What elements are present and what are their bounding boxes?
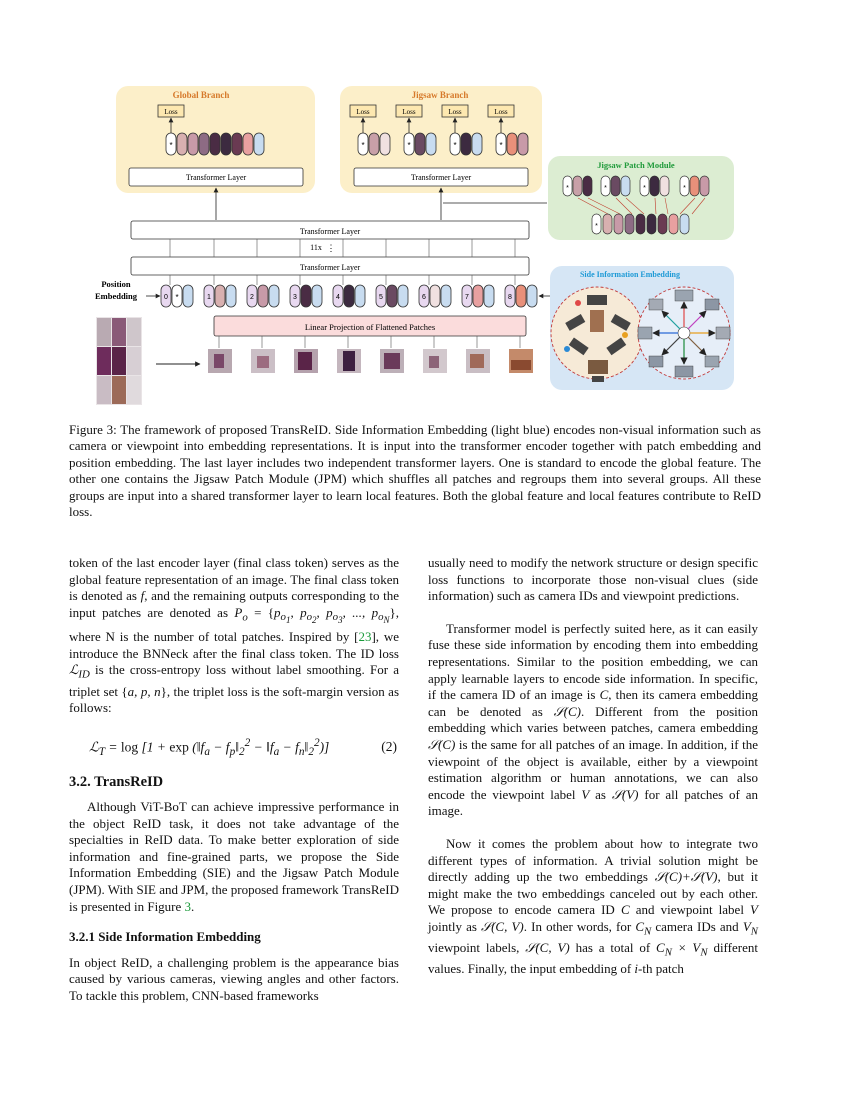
- svg-text:*: *: [595, 223, 598, 230]
- svg-text:7: 7: [465, 294, 469, 301]
- svg-text:Loss: Loss: [356, 108, 370, 116]
- jigsaw-transformer-layer-label: Transformer Layer: [410, 173, 472, 182]
- svg-text:Loss: Loss: [448, 108, 462, 116]
- global-branch-label: Global Branch: [172, 90, 230, 100]
- left-paragraph-2: Although ViT-BoT can achieve impressive performance in the object ReID task, it does not take advantage of the specialties in ReID data. To make better exploration of side information and fine-grained parts, we propose the Side Information Embedding (SIE) and the Jigsaw Patch Module (JPM). With SIE and JPM, the proposed framework TransReID is presented in Figure 3.: [69, 799, 399, 914]
- svg-text:*: *: [604, 185, 607, 192]
- viewpoint-diagram: [638, 290, 730, 377]
- top-transformer-layer-label: Transformer Layer: [299, 227, 361, 236]
- svg-text:*: *: [643, 185, 646, 192]
- equation-number: (2): [381, 739, 397, 755]
- subsection-heading-sie: 3.2.1 Side Information Embedding: [69, 929, 261, 945]
- svg-text:8: 8: [508, 294, 512, 301]
- global-loss-label: Loss: [164, 108, 178, 116]
- sie-label: Side Information Embedding: [579, 270, 681, 279]
- input-token-row: [161, 285, 537, 307]
- svg-text:*: *: [175, 293, 179, 302]
- svg-text:*: *: [499, 141, 503, 150]
- jigsaw-patch-module-panel: [548, 156, 734, 240]
- right-column: [428, 555, 758, 978]
- position-embedding-label-2: Embedding: [94, 291, 138, 301]
- linear-projection-label: Linear Projection of Flattened Patches: [304, 322, 436, 332]
- svg-text:*: *: [169, 141, 173, 150]
- right-paragraph-1: usually need to modify the network structure or design specific loss functions to incorporate those non-visual clues (side information) such as camera IDs and viewpoint predictions.: [428, 555, 758, 604]
- global-output-tokens: [166, 133, 264, 155]
- svg-text:3: 3: [293, 294, 297, 301]
- linear-projection-box: [214, 316, 526, 348]
- global-branch-panel: [116, 86, 315, 193]
- reference-23[interactable]: 23: [358, 629, 372, 645]
- svg-text:*: *: [566, 185, 569, 192]
- jigsaw-branch-panel: [340, 86, 542, 193]
- person-image-grid: [96, 317, 142, 405]
- svg-text:1: 1: [207, 294, 211, 301]
- svg-text:2: 2: [250, 294, 254, 301]
- left-column: [69, 555, 399, 1005]
- figure-caption: Figure 3: The framework of proposed TransReID. Side Information Embedding (light blue) encodes non-visual information such as camera or viewpoint into embedding representations. It is input into the transformer encoder together with patch embedding and position embedding. The last layer includes two independent transformer layers. One is standard to encode the global feature. The other one contains the Jigsaw Patch Module (JPM) which shuffles all patches and regroups them into several groups. All these groups are input into a shared transformer layer to learn local features. Both the global feature and local features contribute to ReID loss.: [69, 422, 761, 520]
- side-information-embedding-panel: [550, 266, 734, 390]
- right-paragraph-2: Transformer model is perfectly suited here, as it can easily fuse these side information by encoding them into embedding representations. Similar to the position embedding, we can apply learnable layers to encode side information. In specific, if the camera ID of an image is C, then its camera embedding can be denoted as 𝒮(C). Different from the position embedding which varies between patches, camera embedding 𝒮(C) is the same for all patches of an image. In addition, if the viewpoint of the object is available, either by a viewpoint estimation algorithm or human annotations, we can also encode the viewpoint label V as 𝒮(V) for all patches of an image.: [428, 620, 758, 819]
- repeat-label: 11x: [310, 243, 322, 252]
- svg-text:Loss: Loss: [494, 108, 508, 116]
- equation-2: ℒ$_T$ = $\log [1 + \exp (‖f_a$ − $f_p‖_2^2$ − $‖f_a$ − $f_n‖_2^2$)] (2): [89, 736, 397, 758]
- bottom-transformer-layer-label: Transformer Layer: [299, 263, 361, 272]
- framework-figure: [0, 0, 850, 410]
- position-embedding-label-1: Position: [101, 279, 131, 289]
- svg-text:*: *: [361, 141, 365, 150]
- svg-text:0: 0: [164, 294, 168, 301]
- section-heading-transreid: 3.2. TransReID: [69, 774, 164, 791]
- left-paragraph-3: In object ReID, a challenging problem is the appearance bias caused by various cameras, viewing angles and other factors. To tackle this problem, CNN-based frameworks: [69, 954, 399, 1003]
- jpm-label: Jigsaw Patch Module: [597, 160, 675, 170]
- jigsaw-branch-label: Jigsaw Branch: [411, 90, 469, 100]
- svg-text:⋮: ⋮: [326, 243, 336, 253]
- figure-3-link[interactable]: 3: [184, 898, 192, 914]
- svg-text:*: *: [683, 185, 686, 192]
- right-paragraph-3: Now it comes the problem about how to integrate two different types of information. A trivial solution might be directly adding up the two embeddings 𝒮(C)+𝒮(V), but it might make the two embeddings canceled out by each other. We propose to encode camera ID C and viewpoint label V jointly as 𝒮(C, V). In other words, for $C_N$ camera IDs and $V_N$ viewpoint labels, 𝒮(C, V) has a total of $C_N \times V_N$ different values. Finally, the input embedding of i-th patch: [428, 835, 758, 977]
- patch-thumbnails: [208, 349, 533, 373]
- jpm-input-tokens: [592, 214, 689, 234]
- svg-text:*: *: [407, 141, 411, 150]
- svg-text:*: *: [453, 141, 457, 150]
- svg-text:4: 4: [336, 294, 340, 301]
- svg-text:5: 5: [379, 294, 383, 301]
- svg-text:Loss: Loss: [402, 108, 416, 116]
- main-transformer-stack: [131, 221, 529, 285]
- svg-text:6: 6: [422, 294, 426, 301]
- global-transformer-layer-label: Transformer Layer: [185, 173, 247, 182]
- left-paragraph-1: token of the last encoder layer (final class token) serves as the global feature representation of an image. The final class token is denoted as f, and the remaining outputs corresponding to the input patches are denoted as $P_o = \{p_{o_1}$, $p_{o_2}$, $p_{o_3}$, ..., $p_{o_N}$}, where N is the number of total patches. Inspired by [23], we introduce the BNNeck after the final class token. The ID loss ℒ$_{ID}$ is the cross-entropy loss without label smoothing. For a triplet set {a, p, n}, the triplet loss is the soft-margin version as follows:: [69, 555, 400, 716]
